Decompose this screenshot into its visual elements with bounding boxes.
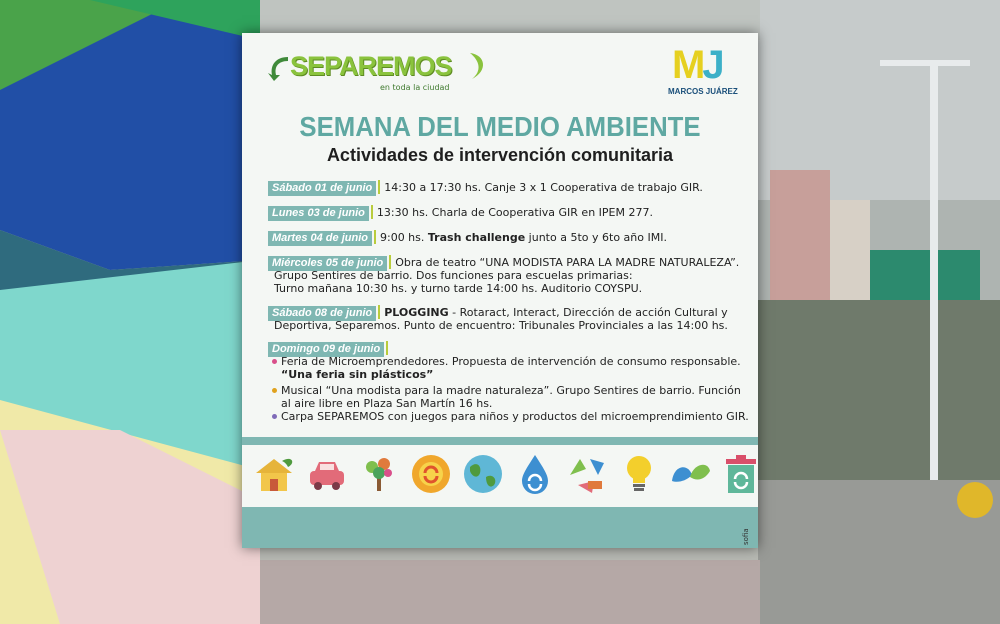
event-date: Domingo 09 de junio — [268, 342, 384, 357]
event-text-line: Grupo Sentires de barrio. Dos funciones para escuelas primarias: — [274, 269, 633, 282]
event-text: 13:30 hs. Charla de Cooperativa GIR en IPEM 277. — [376, 206, 653, 219]
sunday-list — [272, 355, 749, 423]
item-text-bold: “Una feria sin plásticos” — [281, 368, 434, 381]
item-text: al aire libre en Plaza San Martín 16 hs. — [281, 397, 493, 410]
marcos-juarez-logo — [664, 43, 738, 101]
sun-recycle-icon — [408, 451, 454, 497]
footer-stripe — [242, 507, 758, 548]
lightbulb-icon — [616, 451, 662, 497]
page-subtitle: Actividades de intervención comunitaria — [326, 145, 674, 165]
item-text: Carpa SEPAREMOS con juegos para niños y productos del microemprendimiento GIR. — [281, 410, 749, 423]
event-row — [268, 205, 653, 221]
icon-strip — [252, 447, 742, 501]
divider-stripe — [242, 437, 758, 445]
event-text-line: Turno mañana 10:30 hs. y turno tarde 14:00 hs. Auditorio COYSPU. — [274, 282, 643, 295]
event-date: Sábado 01 de junio — [268, 181, 376, 196]
event-text-line: Deportiva, Separemos. Punto de encuentro: Tribunales Provinciales a las 14:00 hs. — [274, 319, 728, 332]
earth-icon — [460, 451, 506, 497]
bullet-dot — [272, 388, 277, 393]
page-title: SEMANA DEL MEDIO AMBIENTE — [299, 111, 701, 142]
separemos-logo — [268, 49, 488, 93]
list-item — [272, 355, 749, 381]
event-text: Obra de teatro “UNA MODISTA PARA LA MADRE NATURALEZA”. — [395, 256, 740, 269]
marcos-juarez-name: MARCOS JUÁREZ — [668, 87, 738, 96]
event-date: Sábado 08 de junio — [268, 306, 376, 321]
event-date: Miércoles 05 de junio — [268, 256, 387, 271]
event-text-bold: Trash challenge — [427, 231, 526, 244]
recycle-arrow-icon — [268, 53, 292, 81]
bullet-dot — [272, 359, 277, 364]
leaves-icon — [668, 451, 714, 497]
poster — [242, 33, 758, 548]
recycle-bin-icon — [718, 451, 758, 497]
separemos-wordmark: SEPAREMOS — [290, 51, 452, 81]
item-text: Feria de Microemprendedores. Propuesta de intervención de consumo responsable. — [281, 355, 741, 368]
event-date: Lunes 03 de junio — [268, 206, 369, 221]
event-row — [268, 230, 667, 246]
leaf-swirl-icon — [466, 51, 488, 81]
credit-text: sofia — [742, 528, 750, 545]
event-text-pre: 9:00 hs. — [379, 231, 428, 244]
house-leaf-icon — [252, 451, 298, 497]
list-item — [272, 410, 749, 423]
event-text-post: junto a 5to y 6to año IMI. — [525, 231, 667, 244]
event-row — [268, 180, 703, 196]
recycle-arrows-icon — [564, 451, 610, 497]
item-text: Musical “Una modista para la madre naturaleza”. Grupo Sentires de barrio. Función — [281, 384, 741, 397]
separemos-tagline: en toda la ciudad — [380, 83, 450, 92]
event-text-bold: PLOGGING — [384, 306, 449, 319]
event-text: 14:30 a 17:30 hs. Canje 3 x 1 Cooperativa de trabajo GIR. — [384, 181, 703, 194]
water-drop-recycle-icon — [512, 451, 558, 497]
event-date: Martes 04 de junio — [268, 231, 372, 246]
list-item — [272, 384, 749, 410]
event-text-post: - Rotaract, Interact, Dirección de acción Cultural y — [448, 306, 728, 319]
mj-monogram: MJ — [672, 43, 722, 87]
car-icon — [304, 451, 350, 497]
tree-icon — [356, 451, 402, 497]
bullet-dot — [272, 414, 277, 419]
